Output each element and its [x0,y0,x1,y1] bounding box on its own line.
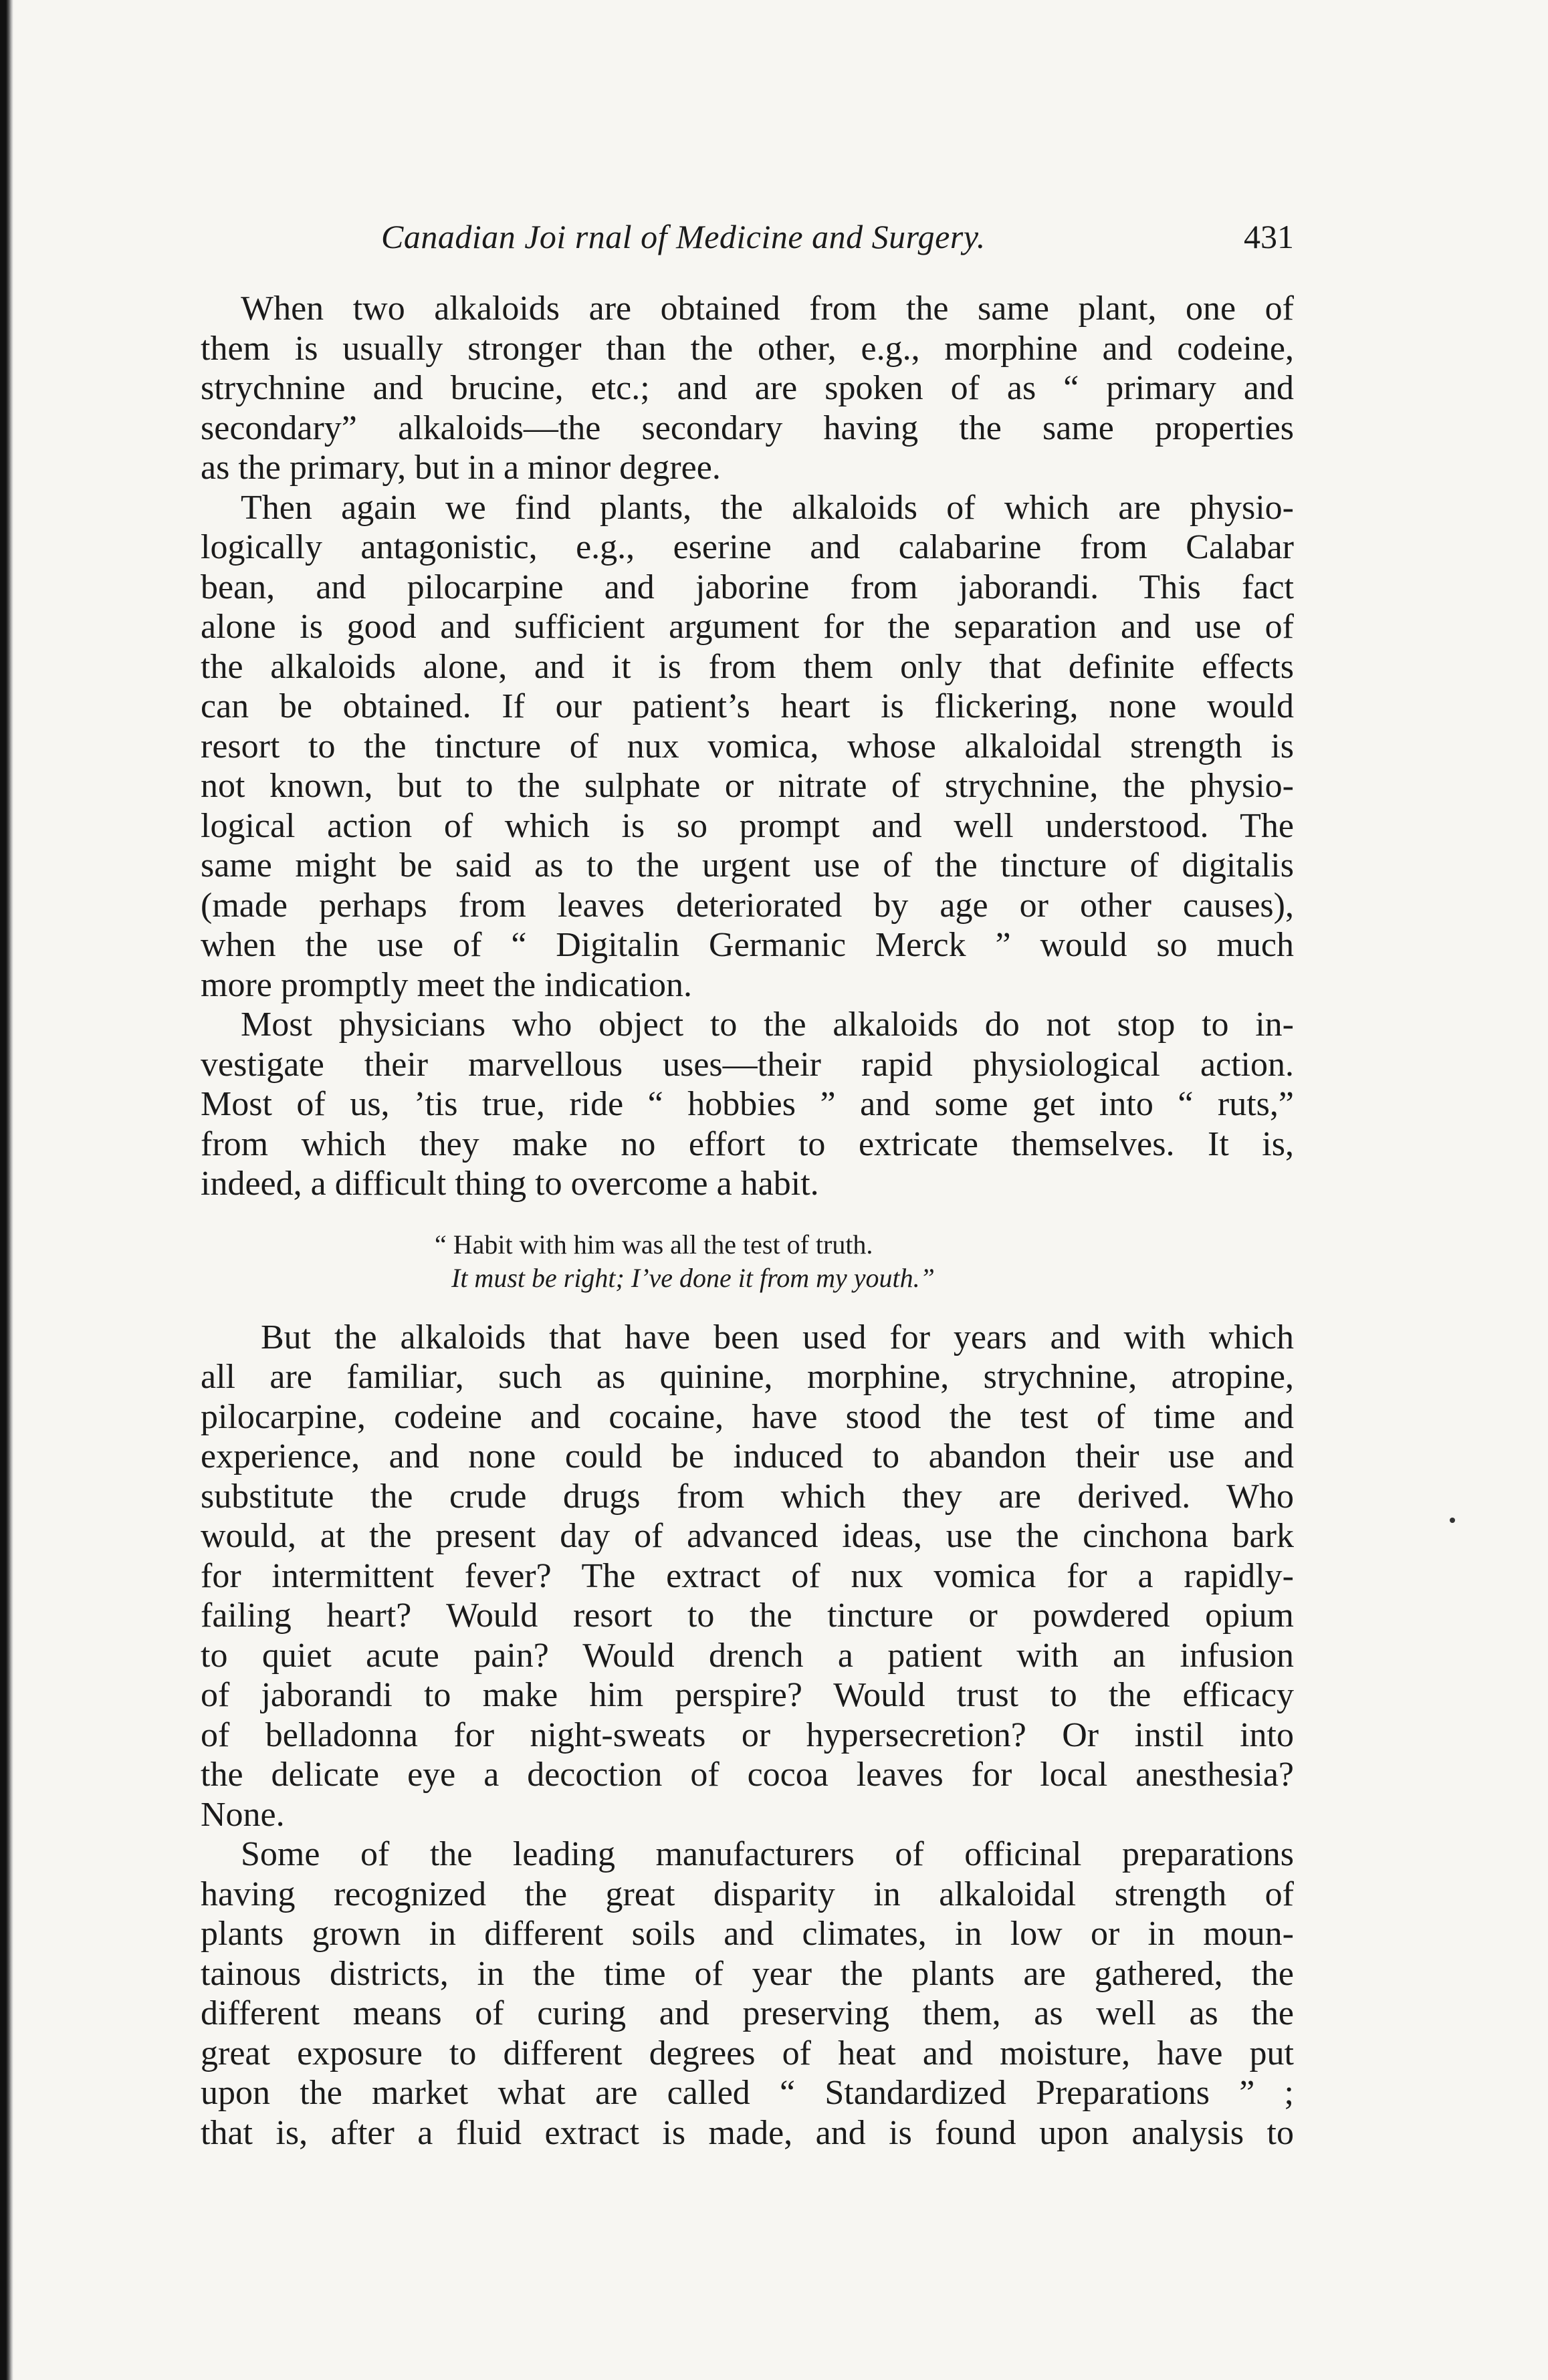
text-line: tainous districts, in the time of year the plants are gathered, the [201,1954,1294,1993]
text-line: vestigate their marvellous uses—their rapid physiological action. [201,1045,1294,1084]
verse-quotation [201,1228,1294,1295]
text-line: experience, and none could be induced to abandon their use and [201,1437,1294,1475]
text-line: logically antagonistic, e.g., eserine and calabarine from Calabar [201,528,1294,566]
text-line: them is usually stronger than the other, e.g., morphine and codeine, [201,329,1294,368]
text-line: different means of curing and preserving them, as well as the [201,1994,1294,2032]
text-line: to quiet acute pain? Would drench a patient with an infusion [201,1636,1294,1675]
text-line: from which they make no effort to extricate themselves. It is, [201,1124,1294,1163]
text-line: all are familiar, such as quinine, morphine, strychnine, atropine, [201,1358,1294,1396]
page-binding-edge [0,0,13,2380]
text-line: resort to the tincture of nux vomica, whose alkaloidal strength is [201,727,1294,765]
text-line: not known, but to the sulphate or nitrate of strychnine, the physio- [201,767,1294,805]
text-line: alone is good and sufficient argument for the separation and use of [201,608,1294,646]
text-line: Some of the leading manufacturers of officinal preparations [241,1835,1294,1873]
text-line: Most physicians who object to the alkaloids do not stop to in- [241,1005,1294,1044]
text-line: as the primary, but in a minor degree. [201,449,721,487]
text-line: having recognized the great disparity in alkaloidal strength of [201,1875,1294,1913]
text-line: But the alkaloids that have been used for years and with which [261,1318,1294,1356]
paragraph [201,1318,1294,1835]
paragraph [201,488,1294,1005]
text-line: can be obtained. If our patient’s heart is flickering, none would [201,687,1294,725]
text-line: upon the market what are called “ Standardized Preparations ” ; [201,2074,1294,2112]
text-line: pilocarpine, codeine and cocaine, have stood the test of time and [201,1397,1294,1436]
paragraph [201,1005,1294,1204]
text-line: strychnine and brucine, etc.; and are spoken of as “ primary and [201,369,1294,407]
text-line: for intermittent fever? The extract of nux vomica for a rapidly- [201,1556,1294,1595]
text-line: Then again we find plants, the alkaloids of which are physio- [241,488,1294,527]
body-text [201,289,1294,2153]
quote-line: “ Habit with him was all the test of truth. [435,1229,873,1260]
quote-line: It must be right; I’ve done it from my youth.” [451,1262,935,1293]
text-line: the delicate eye a decoction of cocoa leaves for local anesthesia? [201,1756,1294,1794]
text-line: indeed, a difficult thing to overcome a habit. [201,1165,819,1203]
text-line: same might be said as to the urgent use of the tincture of digitalis [201,846,1294,884]
text-line: of belladonna for night-sweats or hypersecretion? Or instil into [201,1715,1294,1754]
text-line: more promptly meet the indication. [201,965,693,1004]
text-line: of jaborandi to make him perspire? Would trust to the efficacy [201,1676,1294,1714]
text-line: the alkaloids alone, and it is from them only that definite effects [201,647,1294,686]
text-line: that is, after a fluid extract is made, and is found upon analysis to [201,2113,1294,2152]
journal-title: Canadian Joi rnal of Medicine and Surgery. [381,218,986,255]
text-line: failing heart? Would resort to the tincture or powdered opium [201,1596,1294,1635]
text-line: (made perhaps from leaves deteriorated by age or other causes), [201,886,1294,925]
text-line: plants grown in different soils and climates, in low or in moun- [201,1915,1294,1953]
text-line: substitute the crude drugs from which they are derived. Who [201,1477,1294,1516]
text-line: would, at the present day of advanced ideas, use the cinchona bark [201,1517,1294,1555]
text-line: logical action of which is so prompt and well understood. The [201,806,1294,845]
page-number: 431 [1244,218,1294,255]
paragraph [201,289,1294,488]
running-head [201,211,1294,271]
text-line: When two alkaloids are obtained from the same plant, one of [241,289,1294,328]
text-line: great exposure to different degrees of heat and moisture, have put [201,2034,1294,2072]
text-line: secondary” alkaloids—the secondary having the same properties [201,408,1294,447]
text-line: None. [201,1795,285,1834]
text-line: Most of us, ’tis true, ride “ hobbies ” and some get into “ ruts,” [201,1085,1294,1123]
text-line: bean, and pilocarpine and jaborine from jaborandi. This fact [201,568,1294,606]
paragraph [201,1834,1294,2153]
ink-speck [1450,1518,1455,1523]
text-line: when the use of “ Digitalin Germanic Merck ” would so much [201,926,1294,964]
